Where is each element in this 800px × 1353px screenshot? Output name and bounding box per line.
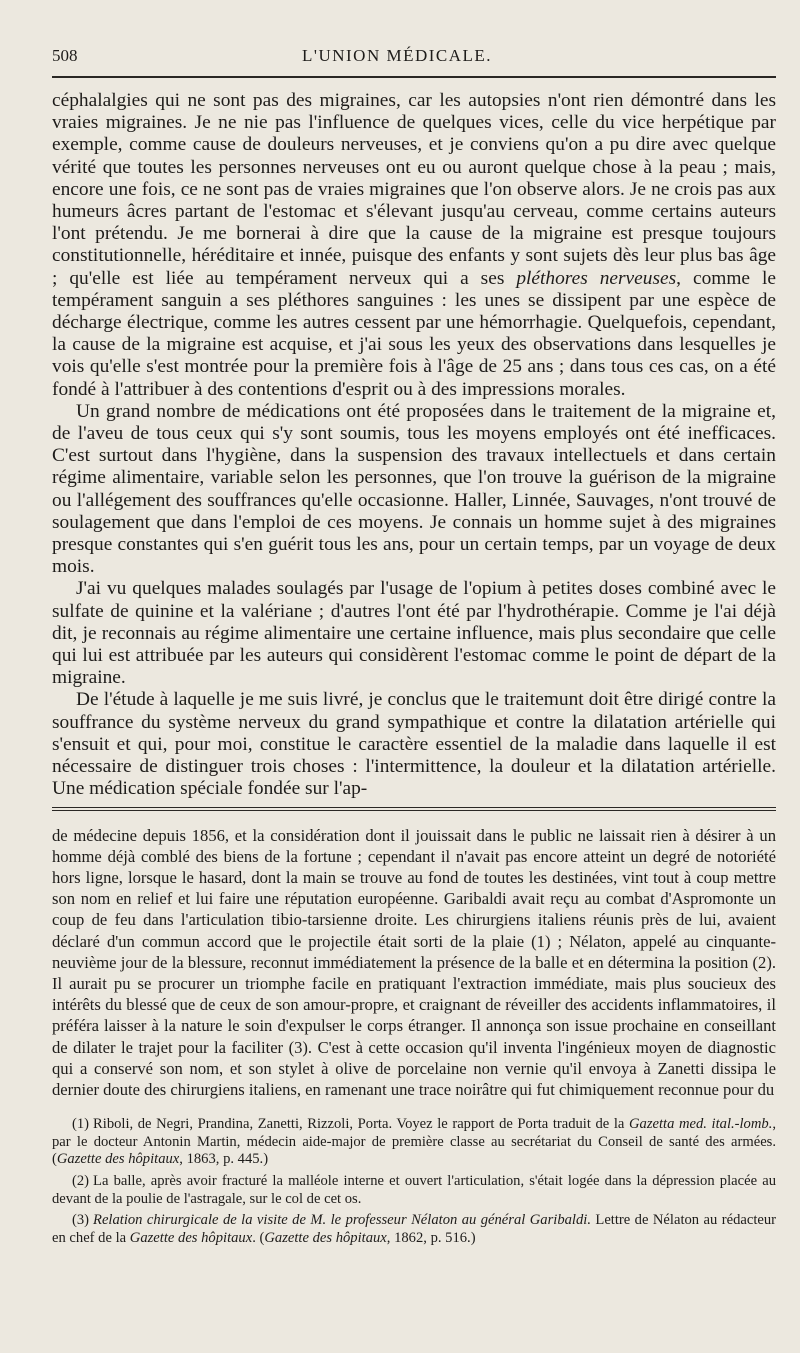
italic-text-run: Gazette des hôpitaux bbox=[264, 1229, 387, 1246]
footnote-number: (2) bbox=[72, 1172, 90, 1189]
text-run: De l'étude à laquelle je me suis livré, je conclus que le traitemunt doit être dirigé contre la souffrance du système nerveux du grand sympathique et contre la dilatation artérielle qui s'ensuit et qui, pour moi, constitue le caractère essentiel de la maladie dans laquelle il est nécessaire de distinguer trois choses : l'intermittence, la douleur et la dilatation artérielle. Une médication spéciale fondée sur l'ap- bbox=[52, 689, 776, 800]
italic-text-run: pléthores nerveuses bbox=[516, 267, 677, 289]
text-run: . ( bbox=[252, 1229, 265, 1246]
text-run: , 1863, p. 445.) bbox=[179, 1151, 269, 1168]
paragraph bbox=[52, 401, 776, 579]
italic-text-run: Gazetta med. ital.-lomb. bbox=[629, 1116, 773, 1133]
continuation-paragraph: de médecine depuis 1856, et la considération dont il jouissait dans le public ne laissait rien à désirer à un homme déjà comblé des biens de la fortune ; cependant il n'avait pas encore atteint un degré de notoriété hors ligne, lorsque le hasard, dont la main se trouve au fond de toutes les destinées, vint tout à coup mettre son nom en relief et lui faire une réputation européenne. Garibaldi avait reçu au combat d'Aspromonte un coup de feu dans l'articulation tibio-tarsienne droite. Les chirurgiens italiens réunis près de lui, avaient déclaré d'un commun accord que le projectile était sorti de la plaie (1) ; Nélaton, appelé au cinquante-neuvième jour de la blessure, reconnut immédiatement la présence de la balle et en détermina la position (2). Il aurait pu se procurer un triomphe facile en pratiquant l'extraction immédiate, mais plus soucieux des intérêts du blessé que de ceux de son amour-propre, et craignant de réveiller des accidents inflammatoires, il préféra laisser à la nature le soin d'expulser le corps étranger. Il annonça son issue prochaine en conseillant de dilater le trajet pour la faciliter (3). C'est à cette occasion qu'il inventa l'ingénieux moyen de diagnostic qui a conservé son nom, et son stylet à olive de porcelaine non vernie qu'il envoya à Zanetti dissipa le dernier doute des chirurgiens italiens, en ramenant une trace noirâtre qui fut chimiquement reconnue pour du bbox=[52, 825, 776, 1099]
text-run: , comme le tempérament sanguin a ses pléthores sanguines : les unes se dissipent par une espèce de décharge électrique, comme les autres cessent par une hémorrhagie. Quelquefois, cependant, la cause de la migraine est acquise, et j'ai sous les yeux des observations dans lesquelles je vois qu'elle s'est montrée pour la première fois à l'âge de 25 ans ; dans tous ces cas, on a été fondé à l'attribuer à des contentions d'esprit ou à des impressions morales. bbox=[52, 267, 776, 400]
footnote bbox=[52, 1173, 776, 1208]
text-run: Un grand nombre de médications ont été proposées dans le traitement de la migraine et, de l'aveu de tous ceux qui s'y sont soumis, tous les moyens employés ont été inefficaces. C'est surtout dans l'hygiène, dans la suspension des travaux intellectuels et dans certain régime alimentaire, variable selon les personnes, que l'on trouve la guérison de la migraine ou l'allégement des souffrances qu'elle occasionne. Haller, Linnée, Sauvages, n'ont trouvé de soulagement que dans l'emploi de ces moyens. Je connais un homme sujet à des migraines presque constantes qui s'en guérit tous les ans, pour un certain temps, par un voyage de deux mois. bbox=[52, 400, 776, 578]
paragraph bbox=[52, 689, 776, 800]
footnote-number: (3) bbox=[72, 1212, 90, 1229]
footnote bbox=[52, 1212, 776, 1247]
paragraph bbox=[52, 90, 776, 401]
paragraph bbox=[52, 578, 776, 689]
text-run: La balle, après avoir fracturé la malléole interne et ouvert l'articulation, s'était logée dans la dépression placée au devant de la poulie de l'astragale, sur le col de cet os. bbox=[52, 1172, 776, 1207]
continued-note-text bbox=[52, 825, 776, 1101]
running-title: L'UNION MÉDICALE. bbox=[302, 46, 493, 65]
text-run: J'ai vu quelques malades soulagés par l'usage de l'opium à petites doses combiné avec le sulfate de quinine et la valériane ; d'autres l'ont été par l'hydrothérapie. Comme je l'ai déjà dit, je reconnais au régime alimentaire une certaine influence, mais plus secondaire que celle qui lui est attribuée par les auteurs qui considèrent l'estomac comme le point de départ de la migraine. bbox=[52, 578, 776, 689]
footnotes bbox=[52, 1116, 776, 1247]
footnote bbox=[52, 1116, 776, 1169]
italic-text-run: Gazette des hôpitaux bbox=[129, 1229, 253, 1246]
italic-text-run: Relation chirurgicale de la visite de M. le professeur Nélaton au général Garibaldi. bbox=[93, 1212, 591, 1229]
main-article-text bbox=[52, 90, 776, 801]
footnote-separator bbox=[52, 807, 776, 811]
page-number: 508 bbox=[52, 46, 78, 65]
footnote-number: (1) bbox=[72, 1116, 90, 1133]
italic-text-run: Gazette des hôpitaux bbox=[56, 1151, 180, 1168]
text-run: , 1862, p. 516.) bbox=[386, 1229, 476, 1246]
text-run: céphalalgies qui ne sont pas des migraines, car les autopsies n'ont rien démontré dans les vraies migraines. Je ne nie pas l'influence de quelques vices, celle du vice herpétique par exemple, comme cause de douleurs nerveuses, et je conviens qu'on a pu dire avec quelque vérité que toutes les personnes nerveuses ont eu ou auront quelque chose à la peau ; mais, encore une fois, ce ne sont pas de vraies migraines que l'on observe alors. Je ne crois pas aux humeurs âcres partant de l'estomac et s'élevant jusqu'au cerveau, comme certains auteurs l'ont prétendu. Je me bornerai à dire que la cause de la migraine est presque toujours constitutionnelle, héréditaire et innée, puisque des enfants y sont sujets dès leur plus bas âge ; qu'elle est liée au tempérament nerveux qui a ses bbox=[52, 90, 776, 289]
page-header bbox=[52, 46, 776, 78]
text-run: Lettre de Nélaton au rédacteur en chef de la bbox=[52, 1212, 777, 1246]
text-run: Riboli, de Negri, Prandina, Zanetti, Rizzoli, Porta. Voyez le rapport de Porta traduit de la bbox=[93, 1116, 629, 1133]
text-run: , par le docteur Antonin Martin, médecin aide-major de première classe au secrétariat du Conseil de santé des armées. ( bbox=[52, 1116, 776, 1168]
